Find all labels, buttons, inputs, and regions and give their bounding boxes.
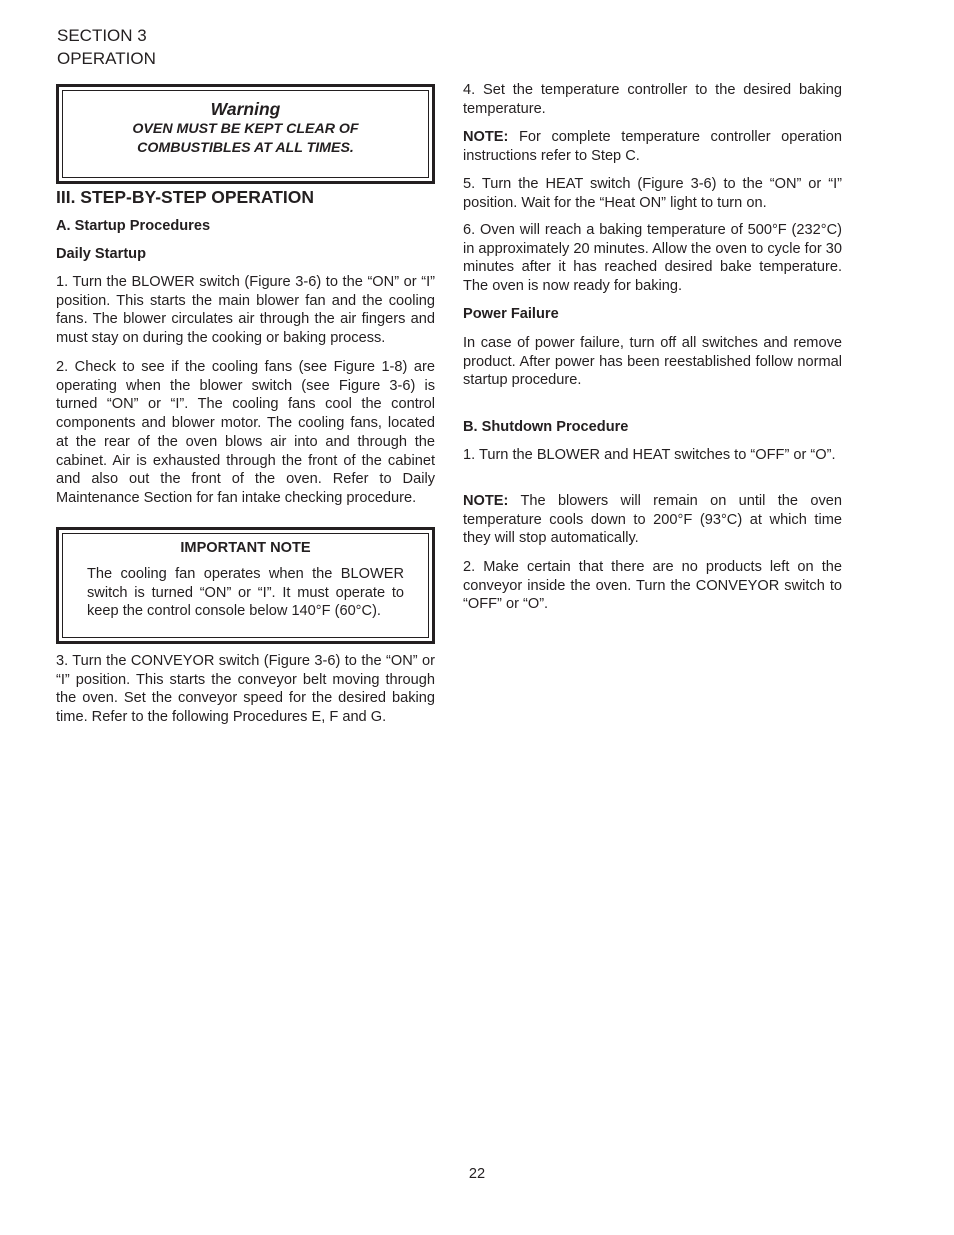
- shutdown-heading: B. Shutdown Procedure: [463, 419, 629, 435]
- warning-line-2: COMBUSTIBLES AT ALL TIMES.: [137, 140, 354, 156]
- startup-heading: A. Startup Procedures: [56, 218, 211, 234]
- warning-box: [56, 84, 435, 184]
- important-note-text: The cooling fan operates when the BLOWER switch is turned “ON” or “I”. It must operate to keep the control console below 140°F (60°C).: [87, 566, 404, 620]
- warning-box-inner: [62, 90, 429, 178]
- section-title: OPERATION: [57, 49, 156, 68]
- startup-note-text: For complete temperature controller operation instructions refer to Step C.: [463, 129, 842, 164]
- startup-step-2: 2. Check to see if the cooling fans (see Figure 1-8) are operating when the blower switch (see Figure 3-6) is turned “ON” or “I”. The cooling fans cool the control components and blower motor. The cooling fans, located at the rear of the oven blows air into and through the cabinet. Air is exhausted through the front of the cabinet and also out the front of the oven. Refer to Daily Maintenance Section for fan intake checking procedure.: [56, 359, 435, 506]
- shutdown-step-2: 2. Make certain that there are no products left on the conveyor inside the oven. Turn the CONVEYOR switch to “OFF” or “O”.: [463, 559, 842, 613]
- warning-line-1: OVEN MUST BE KEPT CLEAR OF: [132, 121, 359, 137]
- important-note-box: [56, 527, 435, 644]
- startup-note: [463, 128, 842, 165]
- page-header: [57, 24, 156, 70]
- shutdown-note: [463, 492, 842, 548]
- main-heading: III. STEP-BY-STEP OPERATION: [56, 187, 315, 207]
- page-number: 22: [468, 1166, 486, 1182]
- power-failure-text: In case of power failure, turn off all switches and remove product. After power has been reestablished follow normal startup procedure.: [463, 335, 842, 389]
- shutdown-step-1: 1. Turn the BLOWER and HEAT switches to “OFF” or “O”.: [463, 447, 836, 463]
- warning-title: Warning: [210, 99, 281, 119]
- important-note-inner: [62, 533, 429, 638]
- startup-step-5: 5. Turn the HEAT switch (Figure 3-6) to the “ON” or “I” position. Wait for the “Heat ON” light to turn on.: [463, 176, 842, 211]
- daily-startup-heading: Daily Startup: [56, 246, 147, 262]
- startup-note-label: NOTE:: [463, 129, 509, 145]
- startup-step-6: 6. Oven will reach a baking temperature of 500°F (232°C) in approximately 20 minutes. Allow the oven to cycle for 30 minutes after it has reached desired bake temperature. The oven is now ready for baking.: [463, 222, 842, 295]
- important-note-title: IMPORTANT NOTE: [180, 540, 311, 556]
- shutdown-note-label: NOTE:: [463, 493, 509, 509]
- power-failure-heading: Power Failure: [463, 306, 559, 322]
- startup-step-1: 1. Turn the BLOWER switch (Figure 3-6) to the “ON” or “I” position. This starts the main blower fan and the cooling fans. The blower circulates air through the air fingers and must stay on during the cooking or baking process.: [56, 274, 435, 347]
- startup-step-3: 3. Turn the CONVEYOR switch (Figure 3-6) to the “ON” or “I” position. This starts the conveyor belt moving through the oven. Set the conveyor speed for the desired baking time. Refer to the following Procedures E, F and G.: [56, 653, 435, 726]
- section-label: SECTION 3: [57, 26, 147, 45]
- shutdown-note-text: The blowers will remain on until the oven temperature cools down to 200°F (93°C) at which time they will stop automatically.: [463, 493, 842, 547]
- startup-step-4: 4. Set the temperature controller to the desired baking temperature.: [463, 82, 842, 117]
